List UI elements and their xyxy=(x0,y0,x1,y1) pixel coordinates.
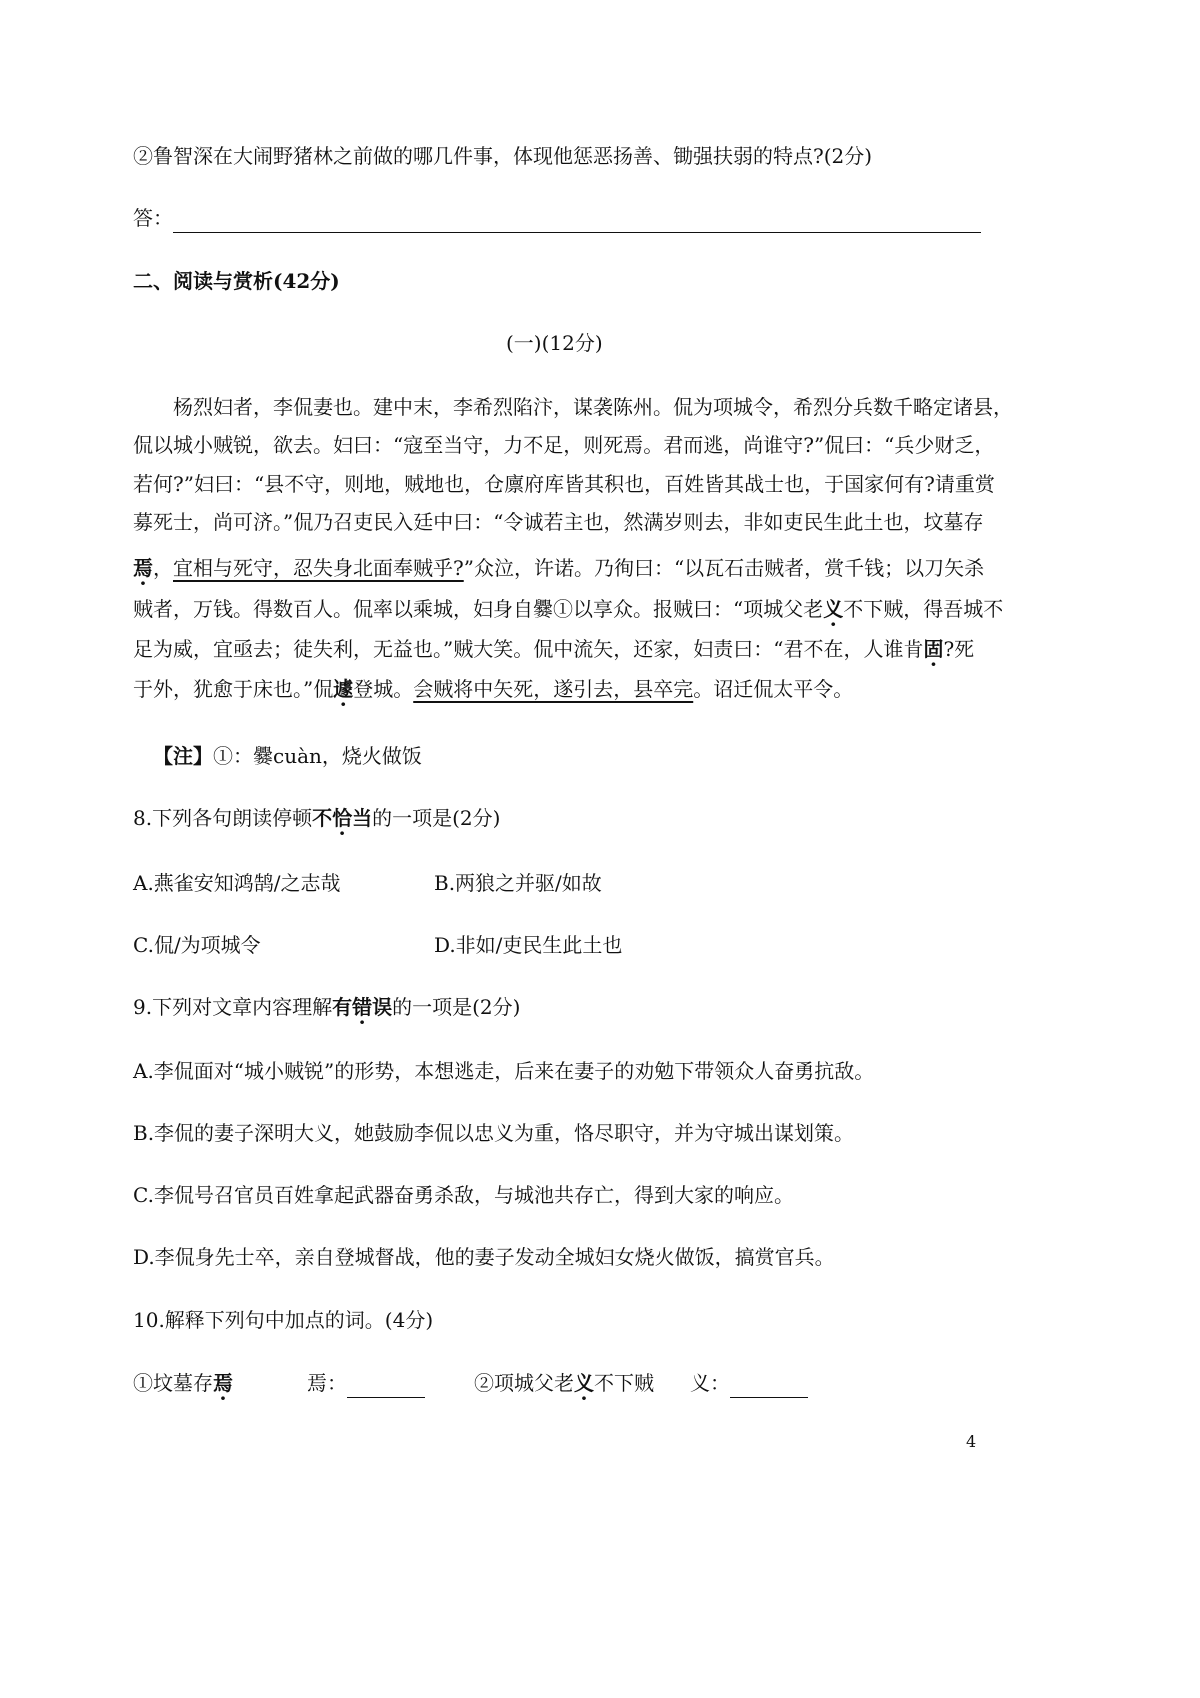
answer-blank-1[interactable] xyxy=(347,1375,425,1398)
dotted-char-yan: 焉 xyxy=(133,556,153,580)
question-text: 9.下列对文章内容理解 xyxy=(133,995,333,1019)
q8-option-a[interactable]: A.燕雀安知鸿鹄/之志哉 xyxy=(133,871,341,895)
q9-option-d[interactable]: D.李侃身先士卒，亲自登城督战，他的妻子发动全城妇女烧火做饭，搞赏官兵。 xyxy=(133,1245,835,1269)
dotted-char-gu: 固 xyxy=(923,637,944,661)
note-label: 【注】 xyxy=(153,744,213,768)
q10-item-1 xyxy=(133,1368,233,1398)
passage-line-3: 若何?”妇曰：“县不守，则地，贼地也，仓廪府库皆其积也，百姓皆其战士也，于国家何有?请重赏 xyxy=(133,472,995,496)
item-text: ②项城父老 xyxy=(474,1371,574,1395)
passage-line-8 xyxy=(133,674,853,704)
question-text: 8.下列各句朗读停顿 xyxy=(133,806,313,830)
passage-text: 登城。 xyxy=(353,677,414,701)
passage-line-2: 侃以城小贼锐，欲去。妇曰：“寇至当守，力不足，则死焉。君而逃，尚谁守?”侃曰：“兵少财乏， xyxy=(133,433,995,457)
q8-option-d[interactable]: D.非如/吏民生此土也 xyxy=(434,933,623,957)
passage-text: ， xyxy=(153,556,173,580)
passage-text: 贼者，万钱。得数百人。侃率以乘城，妇身自爨①以享众。报贼曰：“项城父老 xyxy=(133,597,824,621)
answer-label: 焉： xyxy=(307,1371,347,1395)
passage-line-1: 杨烈妇者，李侃妻也。建中末，李希烈陷汴，谋袭陈州。侃为项城令，希烈分兵数千略定诸县， xyxy=(173,395,1013,419)
q10-item-2 xyxy=(474,1368,654,1398)
item-text: ①坟墓存 xyxy=(133,1371,213,1395)
passage-line-7 xyxy=(133,634,974,664)
answer-blank-2[interactable] xyxy=(730,1375,808,1398)
passage-text: 于外，犹愈于床也。”侃 xyxy=(133,677,334,701)
page-number: 4 xyxy=(966,1432,977,1451)
passage-text: ?死 xyxy=(943,637,975,661)
item-text: 不下贼 xyxy=(594,1371,654,1395)
question-10-stem: 10.解释下列句中加点的词。(4分) xyxy=(133,1308,434,1332)
passage-text: 不下贼，得吾城不 xyxy=(843,597,1004,621)
passage-line-6 xyxy=(133,594,1003,624)
question-text: 的一项是(2分) xyxy=(372,806,501,830)
q8-option-b[interactable]: B.两狼之并驱/如故 xyxy=(434,871,602,895)
q9-option-a[interactable]: A.李侃面对“城小贼锐”的形势，本想逃走，后来在妻子的劝勉下带领众人奋勇抗敌。 xyxy=(133,1059,875,1083)
question-8-stem xyxy=(133,803,500,833)
question-text: 的一项是(2分) xyxy=(392,995,521,1019)
underlined-sentence-1: 宜相与死守，忍失身北面奉贼乎? xyxy=(173,556,464,580)
q9-option-c[interactable]: C.李侃号召官员百姓拿起武器奋勇杀敌，与城池共存亡，得到大家的响应。 xyxy=(133,1183,794,1207)
dotted-char-ju: 遽 xyxy=(333,677,354,701)
passage-line-5 xyxy=(133,553,984,583)
passage-text: ”众泣，许诺。乃徇曰：“以瓦石击贼者，赏千钱；以刀矢杀 xyxy=(463,556,985,580)
dotted-char-yan-2: 焉 xyxy=(213,1371,233,1395)
q10-item-2-answer xyxy=(690,1368,808,1398)
note-text: ①：爨cuàn，烧火做饭 xyxy=(213,744,422,768)
answer-blank[interactable] xyxy=(173,210,981,233)
section-title: 二、阅读与赏析(42分) xyxy=(133,269,340,293)
underlined-sentence-2: 会贼将中矢死，遂引去，县卒完 xyxy=(413,677,694,701)
answer-label: 义： xyxy=(690,1371,730,1395)
q10-item-1-answer xyxy=(307,1368,425,1398)
passage-subtitle: (一)(12分) xyxy=(506,331,603,355)
emphasis-text: 不恰当 xyxy=(312,806,373,830)
answer-label: 答： xyxy=(133,206,173,230)
answer-row xyxy=(133,203,981,233)
passage-line-4: 募死士，尚可济。”侃乃召吏民入廷中曰：“令诚若主也，然满岁则去，非如吏民生此土也，坟墓存 xyxy=(133,510,984,534)
q9-option-b[interactable]: B.李侃的妻子深明大义，她鼓励李侃以忠义为重，恪尽职守，并为守城出谋划策。 xyxy=(133,1121,855,1145)
dotted-char-yi-2: 义 xyxy=(574,1371,594,1395)
passage-text: 足为威，宜亟去；徒失利，无益也。”贼大笑。侃中流矢，还家，妇责曰：“君不在，人谁肯 xyxy=(133,637,924,661)
passage-note xyxy=(153,741,422,771)
q8-option-c[interactable]: C.侃/为项城令 xyxy=(133,933,261,957)
dotted-char-yi: 义 xyxy=(823,597,844,621)
passage-text: 。诏迁侃太平令。 xyxy=(693,677,854,701)
question-7-2: ②鲁智深在大闹野猪林之前做的哪几件事，体现他惩恶扬善、锄强扶弱的特点?(2分) xyxy=(133,144,873,168)
emphasis-text: 有错误 xyxy=(332,995,393,1019)
question-9-stem xyxy=(133,992,520,1022)
